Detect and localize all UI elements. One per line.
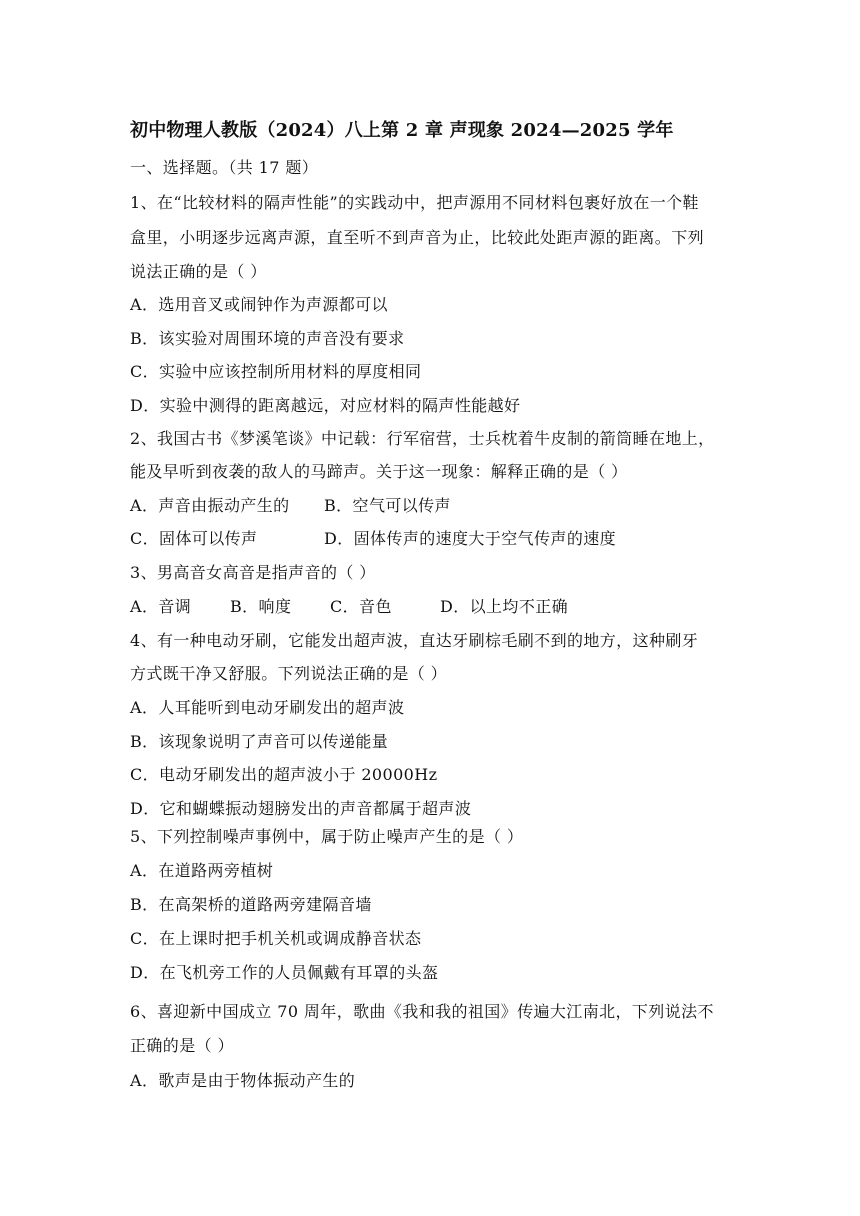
question-3-option-d: D．以上均不正确: [440, 597, 569, 616]
question-1-text-line-1: 1、在“比较材料的隔声性能”的实践动中，把声源用不同材料包裹好放在一个鞋: [130, 193, 699, 212]
question-3-option-b: B．响度: [230, 597, 292, 616]
question-2-text-line-2: 能及早听到夜袭的敌人的马蹄声。关于这一现象：解释正确的是（ ）: [130, 462, 628, 481]
question-2-option-c: C．固体可以传声: [130, 529, 258, 548]
question-5-option-d: D．在飞机旁工作的人员佩戴有耳罩的头盔: [130, 963, 439, 982]
question-1-text-line-2: 盒里，小明逐步远离声源，直至听不到声音为止，比较此处距声源的距离。下列: [130, 228, 705, 247]
document-title: 初中物理人教版（2024）八上第 2 章 声现象 2024—2025 学年: [130, 120, 674, 141]
section-header: 一、选择题。（共 17 题）: [130, 158, 319, 177]
question-5-option-c: C．在上课时把手机关机或调成静音状态: [130, 929, 422, 948]
question-4-text-line-2: 方式既干净又舒服。下列说法正确的是（ ）: [130, 664, 448, 683]
question-2-option-d: D．固体传声的速度大于空气传声的速度: [324, 529, 617, 548]
question-4-option-b: B．该现象说明了声音可以传递能量: [130, 732, 389, 751]
question-6-option-a: A．歌声是由于物体振动产生的: [130, 1071, 356, 1090]
question-2-text-line-1: 2、我国古书《梦溪笔谈》中记载：行军宿营，士兵枕着牛皮制的箭筒睡在地上，: [130, 429, 715, 448]
question-3-option-c: C．音色: [330, 597, 392, 616]
question-1-option-c: C．实验中应该控制所用材料的厚度相同: [130, 362, 422, 381]
question-5-option-a: A．在道路两旁植树: [130, 861, 274, 880]
question-1-option-b: B．该实验对周围环境的声音没有要求: [130, 329, 405, 348]
question-5-text-line-1: 5、下列控制噪声事例中，属于防止噪声产生的是（ ）: [130, 827, 524, 846]
question-4-option-d: D．它和蝴蝶振动翅膀发出的声音都属于超声波: [130, 799, 472, 818]
question-4-option-a: A．人耳能听到电动牙刷发出的超声波: [130, 698, 405, 717]
question-1-option-d: D．实验中测得的距离越远，对应材料的隔声性能越好: [130, 396, 521, 415]
question-3-option-a: A．音调: [130, 597, 192, 616]
question-5-option-b: B．在高架桥的道路两旁建隔音墙: [130, 895, 372, 914]
question-2-option-b: B．空气可以传声: [324, 496, 451, 515]
question-4-option-c: C．电动牙刷发出的超声波小于 20000Hz: [130, 765, 438, 784]
question-6-text-line-2: 正确的是（ ）: [130, 1036, 234, 1055]
question-2-option-a: A．声音由振动产生的: [130, 496, 290, 515]
question-1-option-a: A．选用音叉或闹钟作为声源都可以: [130, 295, 388, 314]
question-6-text-line-1: 6、喜迎新中国成立 70 周年，歌曲《我和我的祖国》传遍大江南北，下列说法不: [130, 1002, 714, 1021]
question-3-text-line-1: 3、男高音女高音是指声音的（ ）: [130, 563, 376, 582]
question-4-text-line-1: 4、有一种电动牙刷，它能发出超声波，直达牙刷棕毛刷不到的地方，这种刷牙: [130, 631, 699, 650]
question-1-text-line-3: 说法正确的是（ ）: [130, 262, 267, 281]
